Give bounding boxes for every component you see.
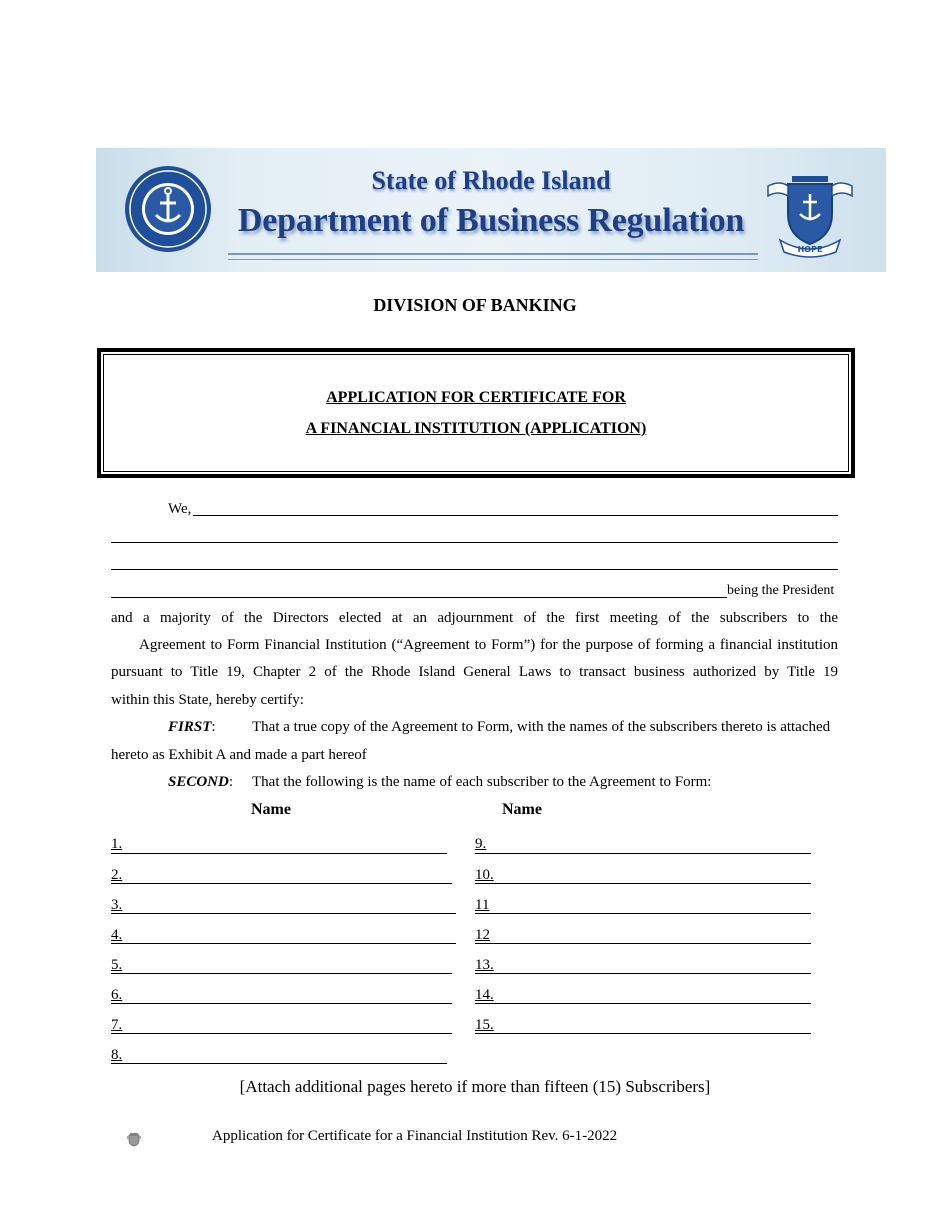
subscriber-number: 3. — [111, 897, 123, 913]
subscriber-name-field-1[interactable] — [111, 853, 447, 854]
first-clause-label: FIRST: — [168, 719, 216, 735]
subscriber-number: 8. — [111, 1047, 123, 1063]
first-clause-line-2: hereto as Exhibit A and made a part hereof — [111, 747, 367, 763]
subscriber-name-field-10[interactable] — [475, 883, 811, 884]
subscriber-number: 9. — [475, 836, 487, 852]
we-label: We, — [168, 501, 192, 517]
subscriber-name-field-4[interactable] — [111, 943, 456, 944]
title-box — [97, 348, 855, 478]
certify-paragraph-line-3: pursuant to Title 19, Chapter 2 of the Rhode Island General Laws to transact business authorized by Title 19 — [111, 664, 838, 680]
subscriber-name-field-11[interactable] — [475, 913, 811, 914]
subscriber-number: 2. — [111, 867, 123, 883]
name-column-header-left: Name — [251, 801, 291, 818]
subscriber-number: 6. — [111, 987, 123, 1003]
certify-paragraph-line-1: and a majority of the Directors elected at an adjournment of the first meeting of the subscribers to the — [111, 610, 838, 626]
seal-motto: HOPE — [797, 245, 823, 254]
banner-divider — [228, 253, 758, 260]
subscriber-name-field-2[interactable] — [111, 883, 452, 884]
name-column-header-right: Name — [502, 801, 542, 818]
state-shield-icon — [762, 156, 858, 266]
subscriber-number: 13. — [475, 957, 494, 973]
directors-names-field-1[interactable] — [193, 515, 838, 516]
second-clause-label: SECOND: — [168, 774, 234, 790]
subscriber-number: 15. — [475, 1017, 494, 1033]
subscriber-name-field-3[interactable] — [111, 913, 456, 914]
subscriber-name-field-5[interactable] — [111, 973, 452, 974]
subscriber-name-field-6[interactable] — [111, 1003, 452, 1004]
certify-paragraph-line-4: within this State, hereby certify: — [111, 692, 304, 708]
directors-names-field-4[interactable] — [111, 597, 727, 598]
attach-pages-note: [Attach additional pages hereto if more than fifteen (15) Subscribers] — [239, 1077, 711, 1096]
subscriber-number: 11 — [475, 897, 490, 913]
subscriber-name-field-15[interactable] — [475, 1033, 811, 1034]
subscriber-name-field-9[interactable] — [475, 853, 811, 854]
subscriber-number: 14. — [475, 987, 494, 1003]
subscriber-number: 4. — [111, 927, 123, 943]
subscriber-name-field-12[interactable] — [475, 943, 811, 944]
subscriber-name-field-8[interactable] — [111, 1063, 447, 1064]
footer-revision-text: Application for Certificate for a Financial Institution Rev. 6-1-2022 — [212, 1128, 618, 1144]
subscriber-number: 1. — [111, 836, 123, 852]
directors-names-field-2[interactable] — [111, 542, 838, 543]
header-banner — [96, 148, 886, 272]
subscriber-name-field-13[interactable] — [475, 973, 811, 974]
title-line-2: A FINANCIAL INSTITUTION (APPLICATION) — [305, 420, 647, 437]
title-box-inner-border — [103, 354, 849, 472]
subscriber-name-field-7[interactable] — [111, 1033, 452, 1034]
certify-paragraph-line-2: Agreement to Form Financial Institution (“Agreement to Form”) for the purpose of forming a financial institution — [139, 637, 838, 653]
first-clause-line-1: That a true copy of the Agreement to Form, with the names of the subscribers thereto is attached — [252, 719, 831, 735]
banner-state-title: State of Rhode Island — [371, 166, 611, 195]
directors-names-field-3[interactable] — [111, 569, 838, 570]
subscriber-number: 5. — [111, 957, 123, 973]
subscriber-number: 10. — [475, 867, 494, 883]
second-clause-text: That the following is the name of each subscriber to the Agreement to Form: — [252, 774, 712, 790]
subscriber-number: 7. — [111, 1017, 123, 1033]
subscriber-name-field-14[interactable] — [475, 1003, 811, 1004]
banner-department-title: Department of Business Regulation — [237, 202, 745, 239]
footer-seal-icon — [127, 1131, 141, 1147]
title-line-1: APPLICATION FOR CERTIFICATE FOR — [326, 389, 626, 406]
subscriber-number: 12 — [475, 927, 490, 943]
division-heading: DIVISION OF BANKING — [373, 295, 577, 315]
being-president-text: being the President — [727, 583, 835, 598]
